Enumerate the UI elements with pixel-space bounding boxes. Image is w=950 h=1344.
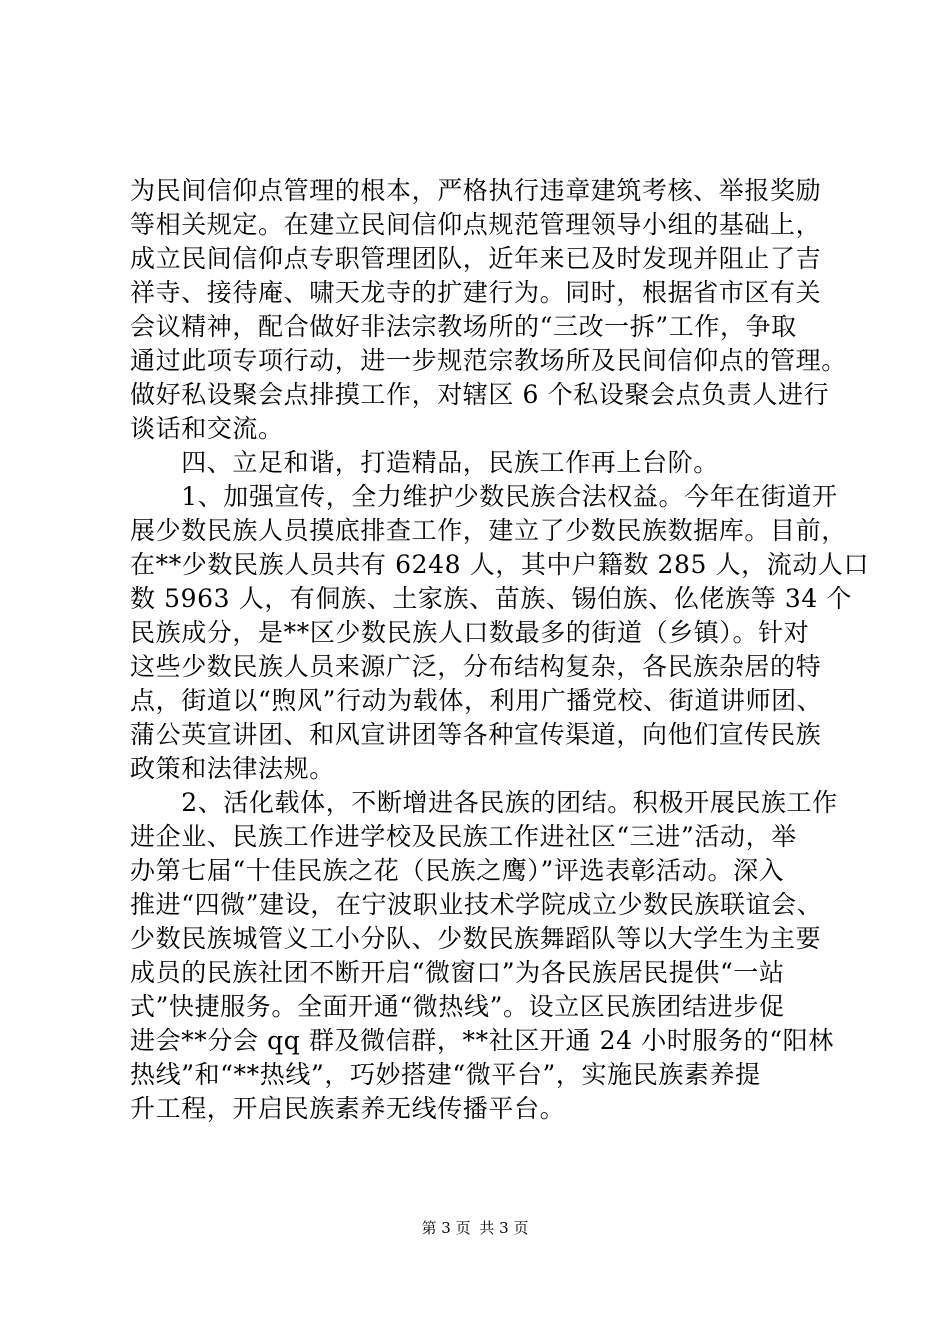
text-line: 民族成分，是**区少数民族人口数最多的街道（乡镇）。针对 bbox=[130, 618, 810, 647]
text-line: 升工程，开启民族素养无线传播平台。 bbox=[130, 1094, 566, 1123]
text-line: 数 5963 人，有侗族、土家族、苗族、锡伯族、仫佬族等 34 个 bbox=[130, 584, 853, 613]
text-line: 进会**分会 qq 群及微信群，**社区开通 24 小时服务的“阳林 bbox=[130, 1026, 834, 1055]
page-total: 共 3 页 bbox=[479, 1219, 529, 1237]
text-line: 热线”和“**热线”，巧妙搭建“微平台”，实施民族素养提 bbox=[130, 1060, 761, 1089]
text-line: 通过此项专项行动，进一步规范宗教场所及民间信仰点的管理。 bbox=[130, 346, 847, 375]
text-line: 1、加强宣传，全力维护少数民族合法权益。今年在街道开 bbox=[130, 482, 838, 511]
text-line: 点，街道以“煦风”行动为载体，利用广播党校、街道讲师团、 bbox=[130, 686, 823, 715]
text-line: 做好私设聚会点排摸工作，对辖区 6 个私设聚会点负责人进行 bbox=[130, 380, 830, 409]
text-line: 政策和法律法规。 bbox=[130, 754, 335, 783]
text-line: 进企业、民族工作进学校及民族工作进社区“三进”活动，举 bbox=[130, 822, 797, 851]
text-line: 祥寺、接待庵、啸天龙寺的扩建行为。同时，根据省市区有关 bbox=[130, 278, 822, 307]
text-line: 成员的民族社团不断开启“微窗口”为各民族居民提供“一站 bbox=[130, 958, 785, 987]
text-line: 办第七届“十佳民族之花（民族之鹰）”评选表彰活动。深入 bbox=[130, 856, 785, 885]
text-line: 等相关规定。在建立民间信仰点规范管理领导小组的基础上， bbox=[130, 210, 822, 239]
text-line: 谈话和交流。 bbox=[130, 414, 284, 443]
text-line: 展少数民族人员摸底排查工作，建立了少数民族数据库。目前， bbox=[130, 516, 847, 545]
page-footer bbox=[0, 1218, 950, 1238]
page-number: 第 3 页 bbox=[421, 1219, 471, 1237]
text-line: 为民间信仰点管理的根本，严格执行违章建筑考核、举报奖励 bbox=[130, 176, 822, 205]
text-line: 少数民族城管义工小分队、少数民族舞蹈队等以大学生为主要 bbox=[130, 924, 822, 953]
text-line: 式”快捷服务。全面开通“微热线”。设立区民族团结进步促 bbox=[130, 992, 785, 1021]
document-body bbox=[130, 174, 870, 1126]
text-line: 推进“四微”建设，在宁波职业技术学院成立少数民族联谊会、 bbox=[130, 890, 823, 919]
text-line: 在**少数民族人员共有 6248 人，其中户籍数 285 人，流动人口 bbox=[130, 550, 870, 579]
text-line: 2、活化载体，不断增进各民族的团结。积极开展民族工作 bbox=[130, 788, 838, 817]
text-line: 蒲公英宣讲团、和风宣讲团等各种宣传渠道，向他们宣传民族 bbox=[130, 720, 822, 749]
text-line: 这些少数民族人员来源广泛，分布结构复杂，各民族杂居的特 bbox=[130, 652, 822, 681]
text-line: 会议精神，配合做好非法宗教场所的“三改一拆”工作，争取 bbox=[130, 312, 797, 341]
text-line: 成立民间信仰点专职管理团队，近年来已及时发现并阻止了吉 bbox=[130, 244, 822, 273]
section-heading: 四、立足和谐，打造精品，民族工作再上台阶。 bbox=[130, 448, 719, 477]
